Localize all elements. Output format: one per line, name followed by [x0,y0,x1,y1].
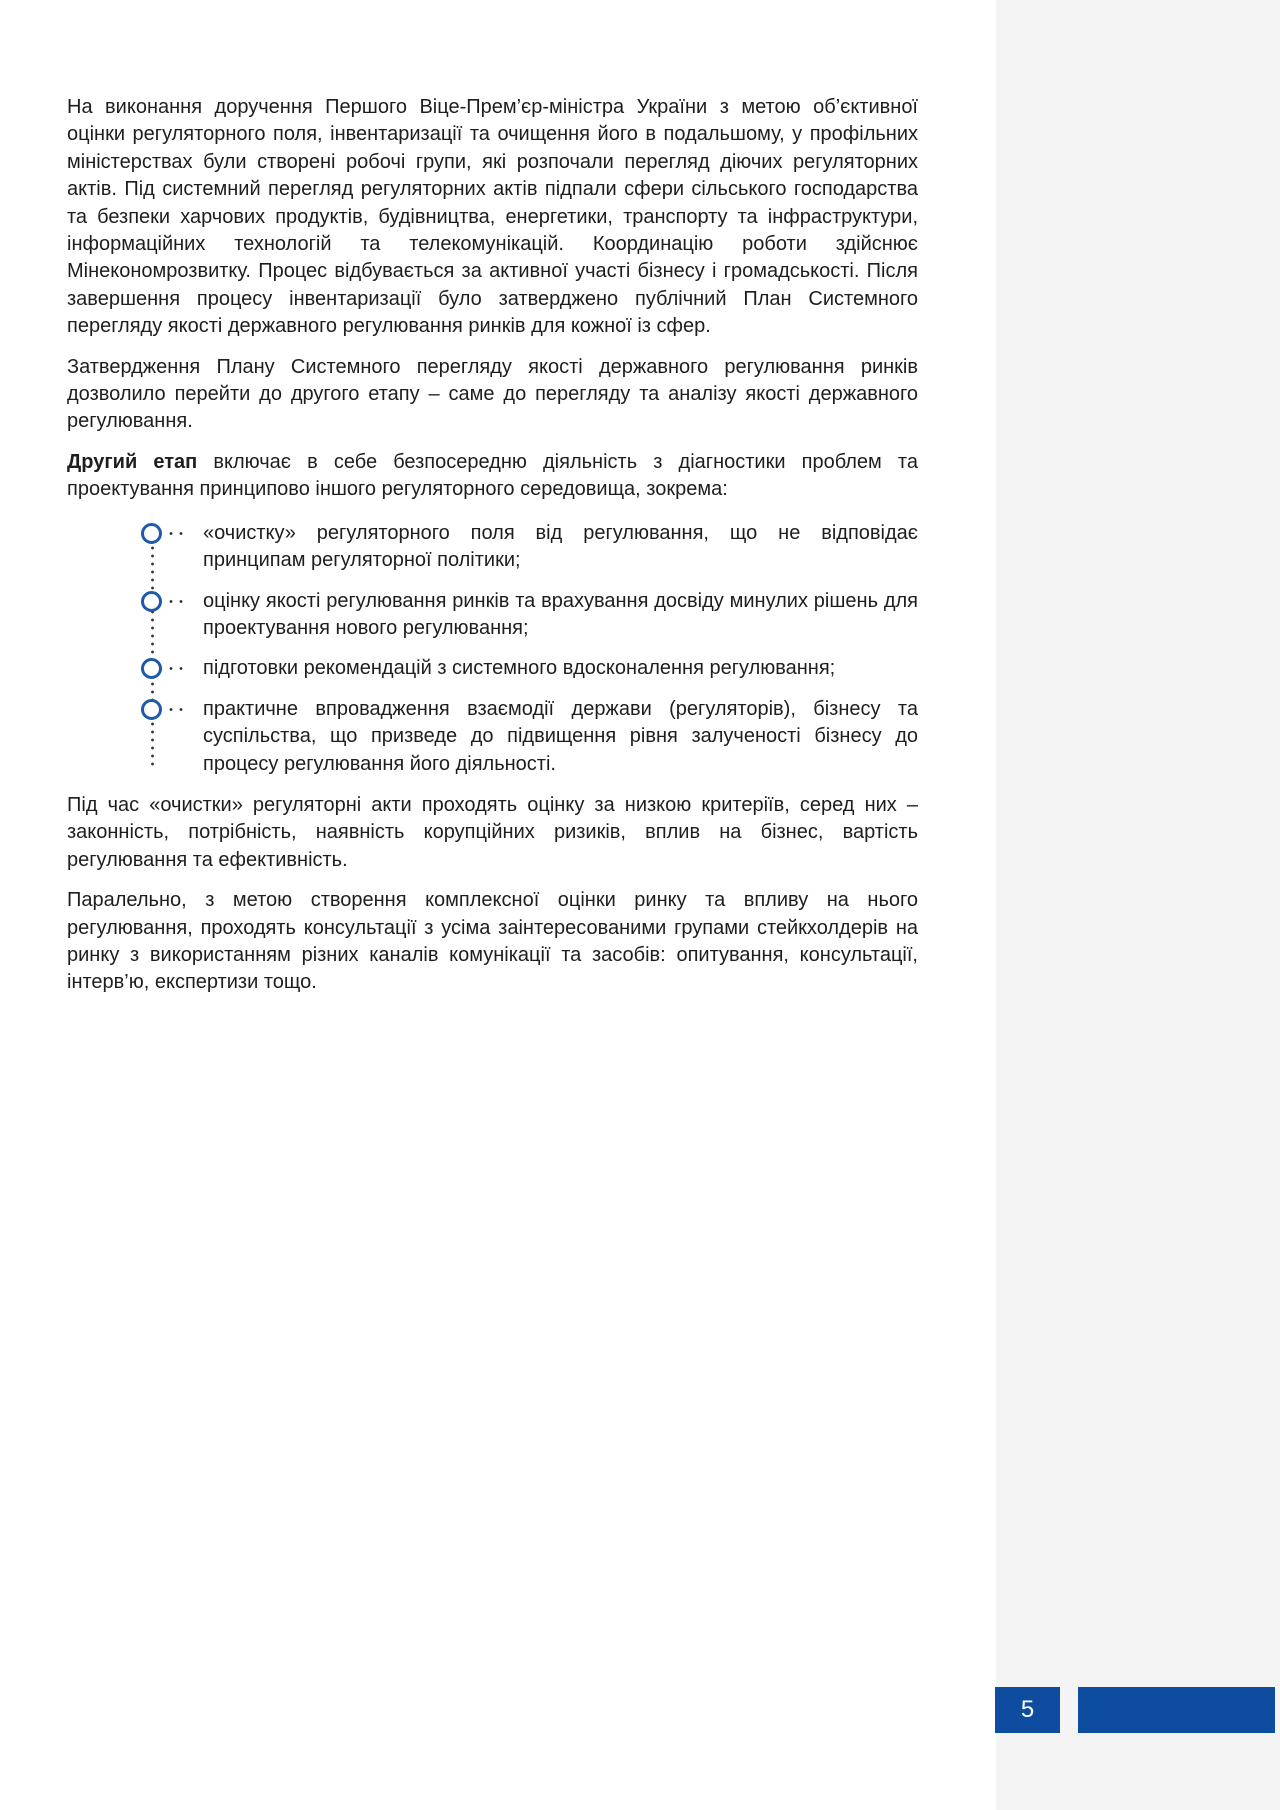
list-item [67,520,918,575]
bullet-circle-icon [141,658,162,679]
bullet-list [67,520,918,778]
bullet-text: оцінку якості регулювання ринків та врахування досвіду минулих рішень для проектування нового регулювання; [203,589,918,639]
paragraph-cleanup-criteria: Під час «очистки» регуляторні акти проходять оцінку за низкою критеріїв, серед них – законність, потрібність, наявність корупційних ризиків, вплив на бізнес, вартість регулювання та ефективність. [67,793,918,871]
bullet-text: практичне впровадження взаємодії держави (регуляторів), бізнесу та суспільства, що призведе до підвищення рівня залученості бізнесу до процесу регулювання його діяльності. [203,697,918,775]
paragraph-consultations: Паралельно, з метою створення комплексної оцінки ринку та впливу на нього регулювання, проходять консультації з усіма заінтересованими групами стейкхолдерів на ринку з використанням різних каналів комунікації та засобів: опитування, консультації, інтерв’ю, експертизи тощо. [67,889,918,994]
bullet-marker [67,696,203,778]
bullet-circle-icon [141,523,162,544]
bullet-circle-icon [141,699,162,720]
paragraph-second-stage [67,449,918,504]
dotted-leader-icon [166,532,186,535]
right-margin-panel [996,0,1280,1810]
footer-accent-bar [1078,1687,1275,1733]
list-item [67,696,918,778]
bullet-marker [67,520,203,575]
dotted-leader-icon [166,667,186,670]
list-item [67,655,918,682]
dotted-leader-icon [166,708,186,711]
page-content [67,94,918,1010]
second-stage-lead: Другий етап [67,450,198,473]
page-number-badge [995,1687,1060,1733]
bullet-text: підготовки рекомендацій з системного вдосконалення регулювання; [203,657,836,680]
dotted-leader-icon [166,600,186,603]
paragraph-plan-approval: Затвердження Плану Системного перегляду якості державного регулювання ринків дозволило перейти до другого етапу – саме до перегляду та аналізу якості державного регулювання. [67,355,918,433]
page-number: 5 [1020,1696,1035,1723]
bullet-circle-icon [141,591,162,612]
second-stage-rest: включає в себе безпосередню діяльність з діагностики проблем та проектування принципово іншого регуляторного середовища, зокрема: [67,450,918,501]
list-item [67,588,918,643]
paragraph-intro: На виконання доручення Першого Віце-Прем’єр-міністра України з метою об’єктивної оцінки регуляторного поля, інвентаризації та очищення його в подальшому, у профільних міністерствах були створені робочі групи, які розпочали перегляд діючих регуляторних актів. Під системний перегляд регуляторних актів підпали сфери сільського господарства та безпеки харчових продуктів, будівництва, енергетики, транспорту та інфраструктури, інформаційних технологій та телекомунікацій. Координацію роботи здійснює Мінекономрозвитку. Процес відбувається за активної участі бізнесу і громадськості. Після завершення процесу інвентаризації було затверджено публічний План Системного перегляду якості державного регулювання ринків для кожної із сфер. [67,96,918,338]
bullet-marker [67,655,203,682]
bullet-marker [67,588,203,643]
bullet-text: «очистку» регуляторного поля від регулювання, що не відповідає принципам регуляторної політики; [203,521,918,572]
